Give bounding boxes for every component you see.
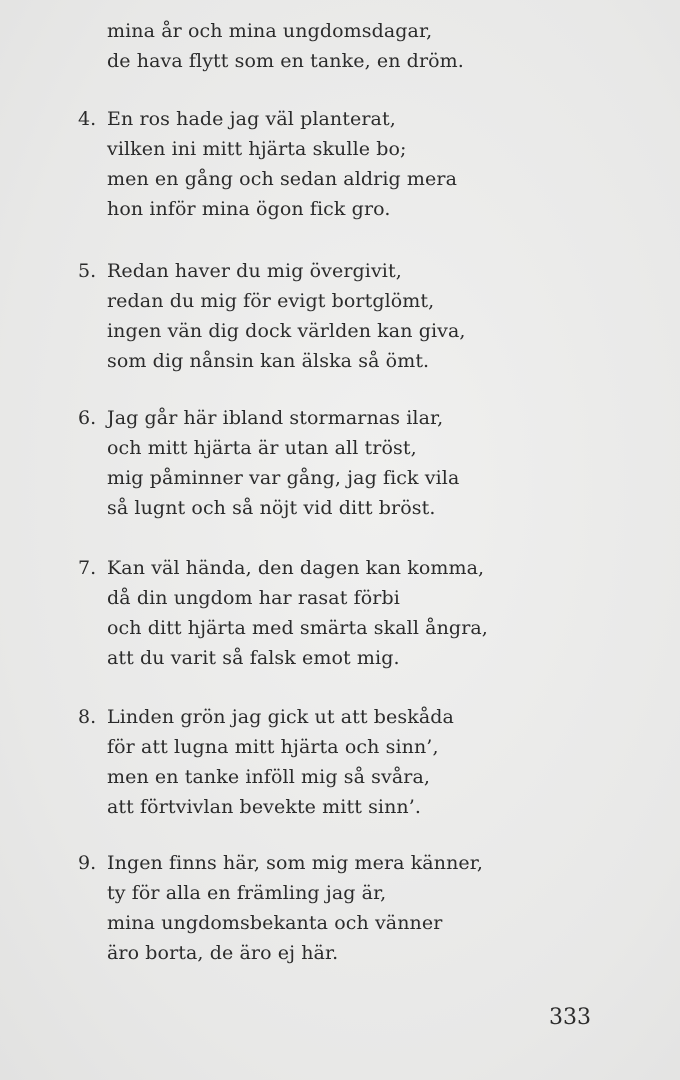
verse-line: En ros hade jag väl planterat, [107, 108, 396, 130]
continued-verse [107, 16, 627, 76]
verse-line: så lugnt och så nöjt vid ditt bröst. [107, 497, 436, 519]
verse-line: ty för alla en främling jag är, [107, 882, 387, 904]
verse-line: och mitt hjärta är utan all tröst, [107, 437, 417, 459]
verse-number: 8. [78, 706, 97, 728]
verse-line: och ditt hjärta med smärta skall ångra, [107, 617, 488, 639]
verse-line: mig påminner var gång, jag fick vila [107, 467, 460, 489]
verse-line: ingen vän dig dock världen kan giva, [107, 320, 466, 342]
verse-line: äro borta, de äro ej här. [107, 942, 339, 964]
verse-8 [78, 702, 618, 822]
verse-line: Redan haver du mig övergivit, [107, 260, 402, 282]
verse-line: de hava flytt som en tanke, en dröm. [107, 50, 464, 72]
verse-number: 4. [78, 108, 97, 130]
verse-line: som dig nånsin kan älska så ömt. [107, 350, 430, 372]
verse-7 [78, 553, 618, 673]
verse-line: hon inför mina ögon fick gro. [107, 198, 391, 220]
verse-line: att förtvivlan bevekte mitt sinn’. [107, 796, 422, 818]
verse-line: då din ungdom har rasat förbi [107, 587, 400, 609]
verse-line: att du varit så falsk emot mig. [107, 647, 400, 669]
verse-number: 5. [78, 260, 97, 282]
verse-9 [78, 848, 618, 968]
verse-line: för att lugna mitt hjärta och sinn’, [107, 736, 439, 758]
verse-line: men en gång och sedan aldrig mera [107, 168, 458, 190]
verse-line: redan du mig för evigt bortglömt, [107, 290, 435, 312]
verse-line: vilken ini mitt hjärta skulle bo; [107, 138, 407, 160]
verse-line: Jag går här ibland stormarnas ilar, [107, 407, 444, 429]
verse-line: Linden grön jag gick ut att beskåda [107, 706, 454, 728]
verse-6 [78, 403, 618, 523]
verse-number: 6. [78, 407, 97, 429]
page-number: 333 [549, 1005, 591, 1030]
verse-line: mina år och mina ungdomsdagar, [107, 20, 433, 42]
verse-5 [78, 256, 618, 376]
verse-line: men en tanke inföll mig så svåra, [107, 766, 431, 788]
verse-number: 9. [78, 852, 97, 874]
verse-number: 7. [78, 557, 97, 579]
verse-4 [78, 104, 618, 224]
verse-line: mina ungdomsbekanta och vänner [107, 912, 443, 934]
verse-line: Ingen finns här, som mig mera känner, [107, 852, 483, 874]
verse-line: Kan väl hända, den dagen kan komma, [107, 557, 485, 579]
